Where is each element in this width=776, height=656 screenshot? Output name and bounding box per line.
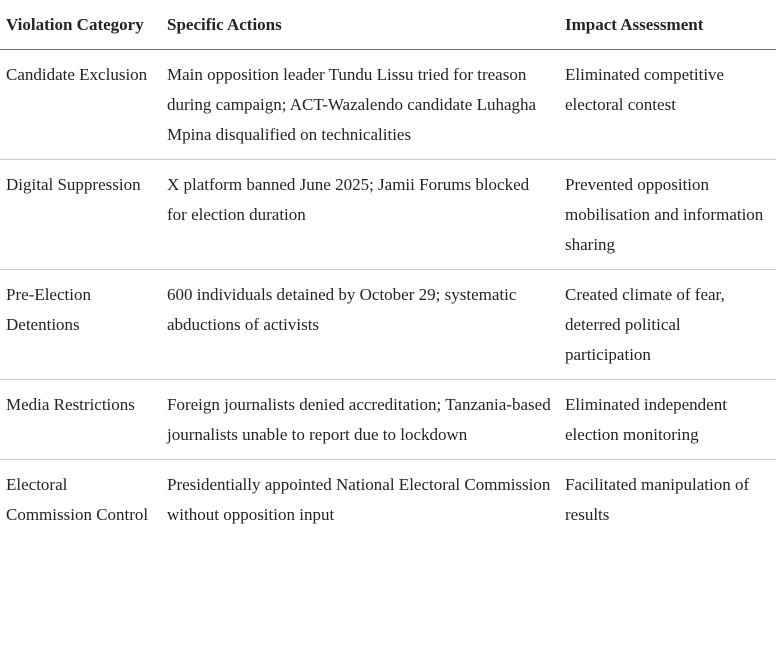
impact-assessment-cell: Eliminated competitive electoral contest bbox=[565, 65, 725, 114]
header-impact-assessment: Impact Assessment bbox=[565, 15, 704, 34]
table-row bbox=[0, 270, 776, 380]
table-row bbox=[0, 460, 776, 540]
violation-category-cell: Pre-Election Detentions bbox=[6, 285, 91, 334]
violation-category-cell: Electoral Commission Control bbox=[6, 475, 149, 524]
impact-assessment-cell: Facilitated manipulation of results bbox=[565, 475, 750, 524]
impact-assessment-cell: Prevented opposition mobilisation and information sharing bbox=[565, 175, 764, 254]
table-row bbox=[0, 380, 776, 460]
violation-category-cell: Candidate Exclusion bbox=[6, 65, 148, 84]
header-specific-actions: Specific Actions bbox=[167, 15, 282, 34]
violation-category-cell: Digital Suppression bbox=[6, 175, 141, 194]
violation-category-cell: Media Restrictions bbox=[6, 395, 135, 414]
header-violation-category: Violation Category bbox=[6, 15, 144, 34]
header-row bbox=[0, 0, 776, 50]
specific-actions-cell: 600 individuals detained by October 29; systematic abductions of activists bbox=[167, 285, 517, 334]
impact-assessment-cell: Eliminated independent election monitoring bbox=[565, 395, 727, 444]
table-row bbox=[0, 50, 776, 160]
specific-actions-cell: Presidentially appointed National Electoral Commission without opposition input bbox=[167, 475, 551, 524]
table-row bbox=[0, 160, 776, 270]
impact-assessment-cell: Created climate of fear, deterred political participation bbox=[565, 285, 725, 364]
specific-actions-cell: X platform banned June 2025; Jamii Forums blocked for election duration bbox=[167, 175, 530, 224]
specific-actions-cell: Foreign journalists denied accreditation; Tanzania-based journalists unable to report due to lockdown bbox=[167, 395, 551, 444]
specific-actions-cell: Main opposition leader Tundu Lissu tried for treason during campaign; ACT-Wazalendo candidate Luhagha Mpina disqualified on technicalities bbox=[167, 65, 537, 144]
